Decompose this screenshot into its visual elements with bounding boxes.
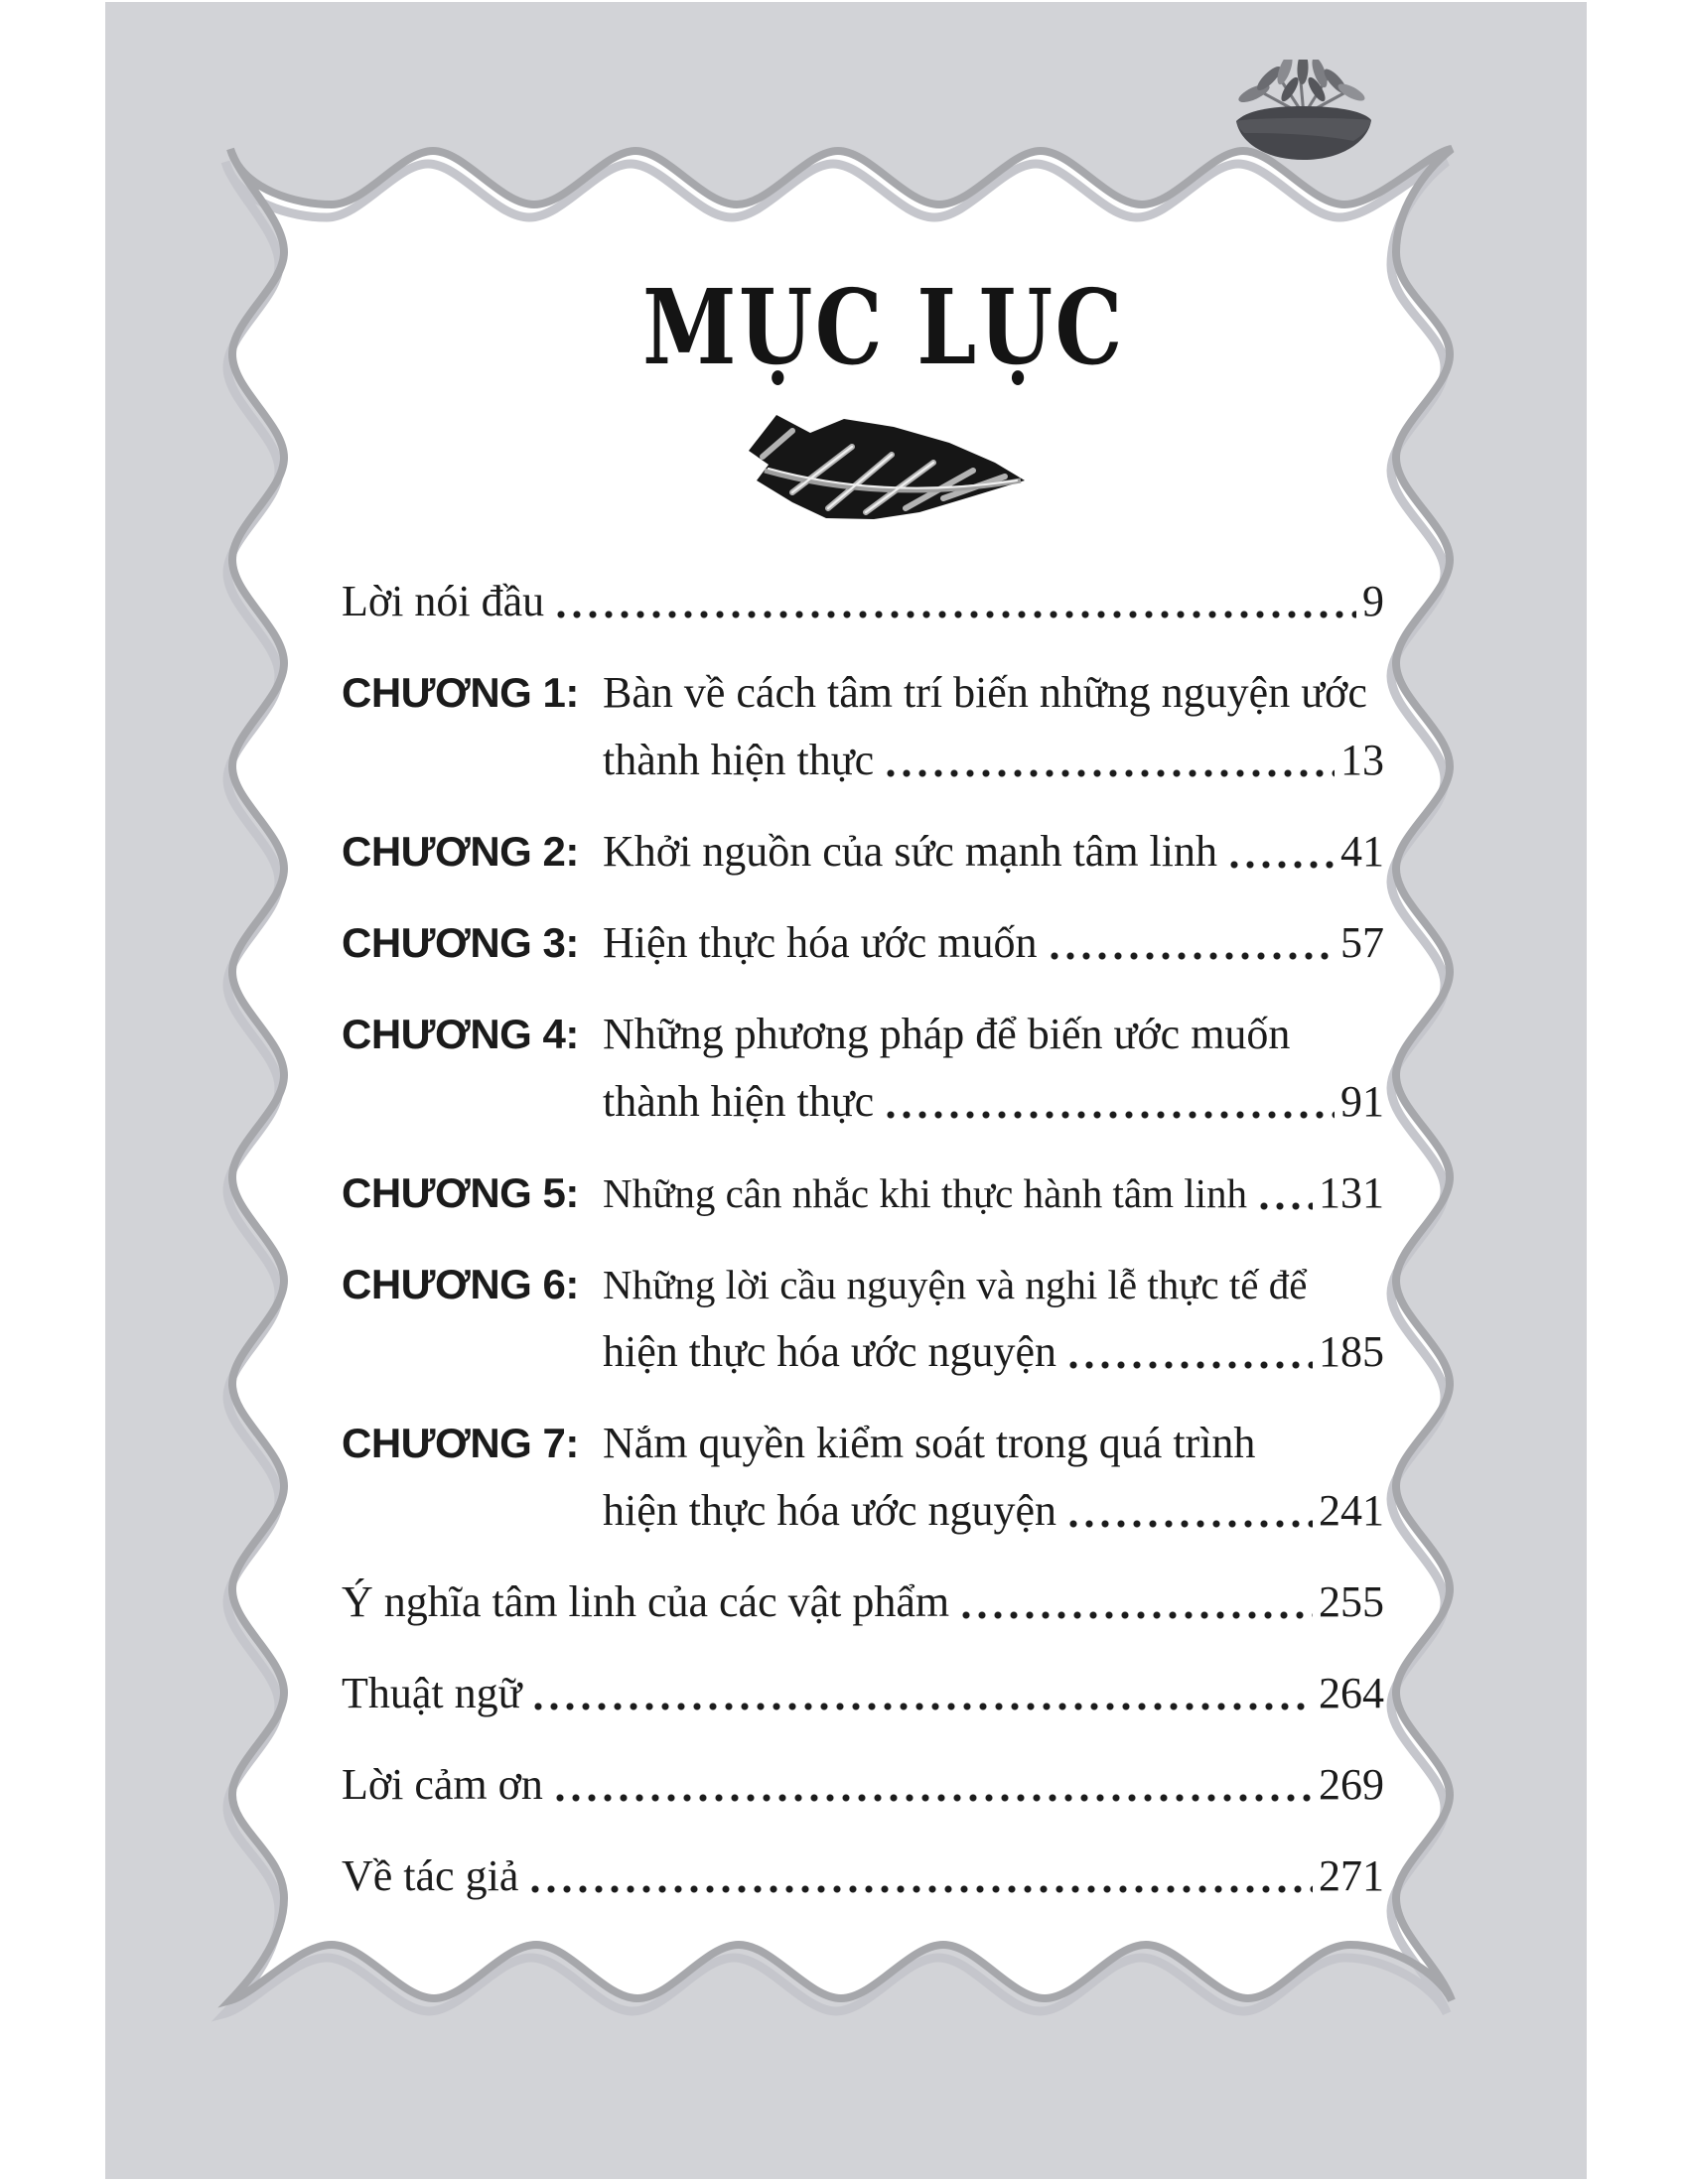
entry-title: Ý nghĩa tâm linh của các vật phẩm: [342, 1577, 950, 1626]
toc-entry-acknowledgements: [342, 1751, 1384, 1819]
toc-entry-spiritual-meaning: [342, 1569, 1384, 1636]
entry-title: Những phương pháp để biến ước muốn: [603, 1010, 1291, 1058]
toc-entry-glossary: [342, 1660, 1384, 1727]
chapter-label: CHƯƠNG 6:: [342, 1261, 579, 1307]
toc-entry-chapter-4: [342, 1001, 1384, 1136]
entry-title: Những cân nhắc khi thực hành tâm linh: [603, 1170, 1248, 1216]
chapter-label: CHƯƠNG 2:: [342, 828, 579, 875]
dotted-leader: [1068, 1477, 1313, 1545]
dotted-leader: [1050, 909, 1335, 977]
leaf-feather-ornament-icon: [735, 405, 1033, 528]
chapter-label: CHƯƠNG 4:: [342, 1011, 579, 1057]
dotted-leader: [886, 727, 1335, 794]
toc-entry-chapter-3: [342, 909, 1384, 977]
chapter-label: CHƯƠNG 7:: [342, 1420, 579, 1466]
toc-entry-chapter-5: [342, 1160, 1384, 1227]
page-number: 9: [1362, 577, 1384, 625]
entry-title: Bàn về cách tâm trí biến những nguyện ước: [603, 668, 1367, 717]
entry-title: Lời cảm ơn: [342, 1760, 543, 1809]
toc-entry-chapter-1: [342, 659, 1384, 794]
entry-title-wrap: thành hiện thực: [603, 736, 875, 784]
entry-title-wrap: hiện thực hóa ước nguyện: [603, 1327, 1057, 1376]
dotted-leader: [1229, 818, 1335, 886]
dotted-leader: [961, 1569, 1313, 1636]
chapter-label: CHƯƠNG 5:: [342, 1169, 579, 1216]
dotted-leader: [556, 568, 1356, 635]
entry-title-wrap: hiện thực hóa ước nguyện: [603, 1486, 1057, 1535]
entry-title: Lời nói đầu: [342, 577, 545, 625]
chapter-label: CHƯƠNG 3:: [342, 919, 579, 966]
page-number: 269: [1319, 1760, 1384, 1809]
table-of-contents: [342, 568, 1384, 1934]
page-number: 255: [1319, 1577, 1384, 1626]
entry-title-wrap: thành hiện thực: [603, 1077, 875, 1126]
dotted-leader: [1068, 1318, 1313, 1386]
page-number: 41: [1340, 827, 1384, 876]
entry-title: Về tác giả: [342, 1851, 519, 1900]
toc-entry-preface: [342, 568, 1384, 635]
page-number: 264: [1319, 1669, 1384, 1717]
toc-entry-chapter-6: [342, 1251, 1384, 1386]
page-number: 13: [1340, 736, 1384, 784]
page-number: 185: [1319, 1327, 1384, 1376]
toc-entry-about-author: [342, 1843, 1384, 1910]
chapter-label: CHƯƠNG 1:: [342, 669, 579, 716]
dotted-leader: [533, 1660, 1313, 1727]
page-number: 91: [1340, 1077, 1384, 1126]
page-number: 57: [1340, 918, 1384, 967]
toc-entry-chapter-7: [342, 1410, 1384, 1545]
entry-title: Khởi nguồn của sức mạnh tâm linh: [603, 827, 1218, 876]
entry-title: Hiện thực hóa ước muốn: [603, 918, 1038, 967]
toc-entry-chapter-2: [342, 818, 1384, 886]
dotted-leader: [886, 1068, 1335, 1136]
page-number: 271: [1319, 1851, 1384, 1900]
dotted-leader: [555, 1751, 1313, 1819]
page-number: 131: [1319, 1168, 1384, 1217]
page-number: 241: [1319, 1486, 1384, 1535]
dotted-leader: [1259, 1160, 1313, 1227]
entry-title: Thuật ngữ: [342, 1669, 522, 1717]
plant-bowl-ornament-icon: [1224, 60, 1383, 184]
dotted-leader: [530, 1843, 1313, 1910]
entry-title: Những lời cầu nguyện và nghi lễ thực tế để: [603, 1262, 1308, 1307]
entry-title: Nắm quyền kiểm soát trong quá trình: [603, 1419, 1256, 1467]
page-title: MỤC LỤC: [642, 266, 1125, 388]
